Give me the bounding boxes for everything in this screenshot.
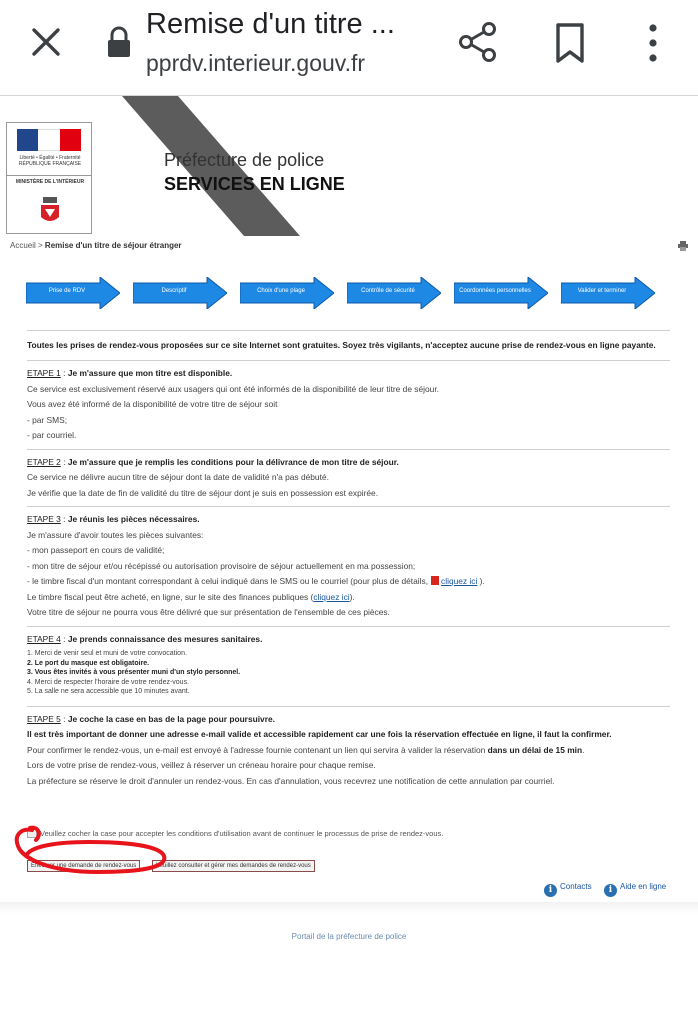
- step-prise-rdv: Prise de RDV: [26, 277, 120, 309]
- bookmark-icon[interactable]: [552, 22, 588, 64]
- header-line1: Préfecture de police: [164, 150, 325, 170]
- info-icon: i: [604, 884, 617, 897]
- red-circle-annotation: [8, 816, 178, 888]
- etape-2: ETAPE 2 : Je m'assure que je remplis les conditions pour la délivrance de mon titre de séjour. Ce service ne délivre aucun titre de séjour dont la date de validité n'a pas débuté. Je vérifie que la date de fin de validité du titre de séjour dont je suis en possession est expirée.: [27, 456, 399, 498]
- step-coordonnees: Coordonnées personnelles: [454, 277, 548, 309]
- finances-publiques-link[interactable]: cliquez ici: [313, 591, 350, 602]
- manage-appointments-button[interactable]: Veuillez consulter et gérer mes demandes de rendez-vous: [152, 860, 315, 872]
- list-item: 5. La salle ne sera accessible que 10 minutes avant.: [27, 688, 190, 696]
- print-icon[interactable]: [678, 241, 688, 251]
- breadcrumb-home[interactable]: Accueil: [10, 241, 36, 250]
- breadcrumb-current: Remise d'un titre de séjour étranger: [44, 241, 182, 250]
- step-descriptif: Descriptif: [133, 277, 227, 309]
- logo-motto: Liberté • Égalité • Fraternité RÉPUBLIQUE FRANÇAISE: [18, 155, 82, 167]
- page-title: Remise d'un titre ...: [146, 8, 395, 40]
- submit-appointment-button[interactable]: Effectuer une demande de rendez-vous: [27, 860, 140, 872]
- close-icon[interactable]: [26, 22, 66, 62]
- prefecture-emblem-icon: [33, 195, 67, 229]
- share-icon[interactable]: [456, 20, 500, 64]
- lock-icon: [106, 26, 132, 58]
- breadcrumb: Accueil > Remise d'un titre de séjour étranger: [10, 241, 182, 250]
- etape-4: ETAPE 4 : Je prends connaissance des mesures sanitaires. 1. Merci de venir seul et muni de votre convocation. 2. Le port du masque est obligatoire. 3. Vous êtes invités à vous présenter muni d'un stylo personnel. 4. Merci de respecter l'horaire de votre rendez-vous. 5. La salle ne sera accessible que 10 minutes avant.: [27, 627, 670, 702]
- etape-1: ETAPE 1 : Je m'assure que mon titre est disponible. Ce service est exclusivement réservé aux usagers qui ont été informés de la disponibilité de leur titre de séjour. Vous avez été informé de la disponibilité de votre titre de séjour soit - par SMS; - par courriel.: [27, 368, 439, 440]
- flag-icon: [17, 129, 81, 151]
- step-valider: Valider et terminer: [561, 277, 655, 309]
- timbre-details-link[interactable]: cliquez ici: [441, 576, 478, 586]
- etape-3: ETAPE 3 : Je réunis les pièces nécessaires. Je m'assure d'avoir toutes les pièces suivantes: - mon passeport en cours de validité; - mon titre de séjour et/ou récépissé ou autorisation provisoire de séjour actuellement en ma possession; - le timbre fiscal d'un montant correspondant à celui indiqué dans le SMS ou le courriel (pour plus de détails, cliquez ici ). Le timbre fiscal peut être acheté, en ligne, sur le site des finances publiques (cliquez ici). Votre titre de séjour ne pourra vous être délivré que sur présentation de l'ensemble de ces pièces.: [27, 514, 485, 617]
- intro-warning: Toutes les prises de rendez-vous proposées sur ce site Internet sont gratuites. Soyez très vigilants, n'acceptez aucune prise de rendez-vous en ligne payante.: [27, 340, 656, 350]
- browser-toolbar: [0, 0, 698, 96]
- republic-logo: [6, 122, 92, 234]
- main-content: [27, 330, 670, 794]
- step-controle-securite: Contrôle de sécurité: [347, 277, 441, 309]
- list-item: 2. Le port du masque est obligatoire.: [27, 659, 150, 667]
- header-line2: SERVICES EN LIGNE: [164, 174, 345, 194]
- info-icon: i: [544, 884, 557, 897]
- pdf-icon: [431, 576, 439, 585]
- etape-5: ETAPE 5 : Je coche la case en bas de la page pour poursuivre. Il est très important de donner une adresse e-mail valide et accessible rapidement car une fois la réservation effectuée en ligne, il faut la confirmer. Pour confirmer le rendez-vous, un e-mail est envoyé à l'adresse fournie contenant un lien qui servira à valider la réservation dans un délai de 15 min. Lors de votre prise de rendez-vous, veillez à réserver un créneau horaire pour chaque remise. La préfecture se réserve le droit d'annuler un rendez-vous. En cas d'annulation, vous recevrez une notification de cette annulation par courriel.: [27, 713, 612, 786]
- sanitary-measures-list: [27, 649, 670, 697]
- contacts-link[interactable]: i Contacts: [544, 882, 592, 897]
- portal-link[interactable]: Portail de la préfecture de police: [291, 932, 407, 941]
- step-choix-plage: Choix d'une plage: [240, 277, 334, 309]
- progress-steps: [26, 277, 666, 309]
- web-page: [0, 96, 698, 1024]
- list-item: 1. Merci de venir seul et muni de votre convocation.: [27, 650, 187, 657]
- list-item: 4. Merci de respecter l'horaire de votre rendez-vous.: [27, 678, 190, 686]
- more-icon[interactable]: [642, 22, 664, 64]
- help-link[interactable]: i Aide en ligne: [604, 882, 666, 897]
- url-text[interactable]: pprdv.interieur.gouv.fr: [146, 50, 366, 76]
- logo-ministry: MINISTÈRE DE L'INTÉRIEUR: [15, 179, 85, 185]
- list-item: 3. Vous êtes invités à vous présenter muni d'un stylo personnel.: [27, 669, 241, 677]
- terms-label: Veuillez cocher la case pour accepter les conditions d'utilisation avant de continuer le processus de prise de rendez-vous.: [40, 829, 444, 838]
